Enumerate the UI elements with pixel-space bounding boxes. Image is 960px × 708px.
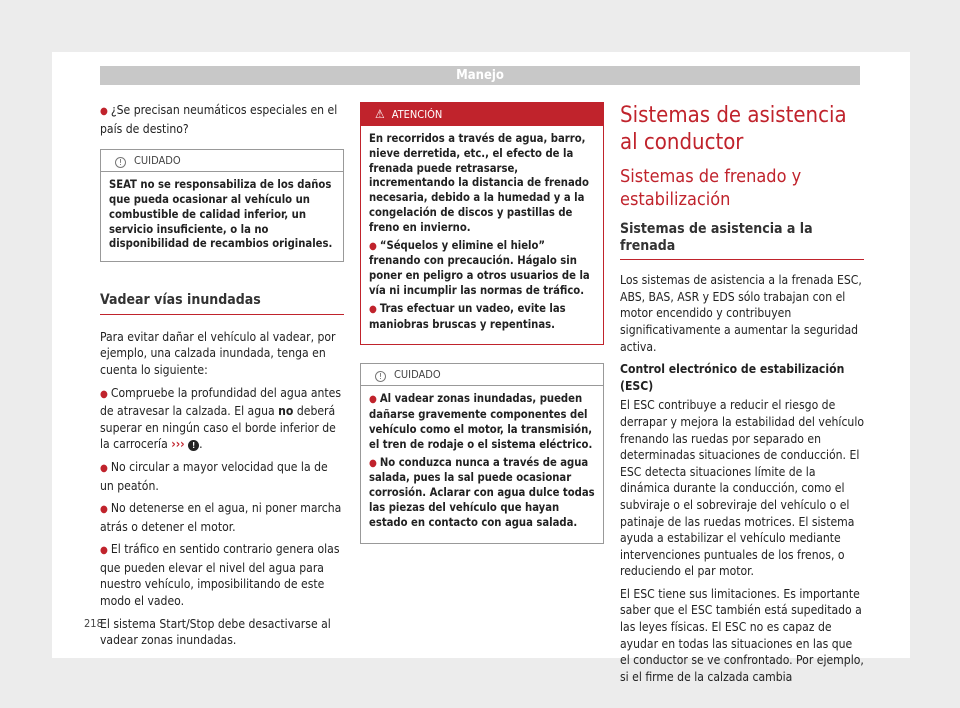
cuidado-box: [360, 363, 604, 543]
list-item: ● Tras efectuar un vadeo, evite las maniobras bruscas y repentinas.: [369, 301, 566, 331]
list-item: ● “Séquelos y elimine el hielo” frenando con precaución. Hágalo sin poner en peligro a otros usuarios de la vía ni incumplir las normas de tráfico.: [369, 238, 590, 297]
list-item: ● Al vadear zonas inundadas, pueden dañarse gravemente componentes del vehículo como el motor, la transmisión, el tren de rodaje o el sistema eléctrico.: [369, 392, 593, 451]
cuidado-box: [100, 149, 344, 262]
paragraph: Los sistemas de asistencia a la frenada ESC, ABS, BAS, ASR y EDS sólo trabajan con el motor encendido y contribuyen significativamente a aumentar la seguridad activa.: [620, 273, 862, 354]
bullet-icon: ●: [369, 457, 377, 469]
info-circle-icon: !: [375, 371, 386, 382]
list-item: ● No detenerse en el agua, ni poner marcha atrás o detener el motor.: [100, 501, 342, 534]
atencion-body: [361, 126, 603, 344]
subsection-title: Sistemas de asistencia a la frenada: [620, 221, 864, 260]
atencion-box: [360, 102, 604, 345]
atencion-header: ⚠ ATENCIÓN: [361, 103, 603, 126]
cuidado-header: ! CUIDADO: [101, 150, 343, 172]
bullet-icon: ●: [100, 545, 108, 557]
list-item: ● No circular a mayor velocidad que la de un peatón.: [100, 459, 328, 493]
paragraph: El ESC contribuye a reducir el riesgo de derrapar y mejora la estabilidad del vehículo frenando las ruedas por separado en determinadas situaciones de conducción. El ESC detecta situaciones límite de la dinámica durante la conducción, como el subviraje o el sobreviraje del vehículo o el patinaje de las ruedas motrices. El sistema ayuda a estabilizar el vehículo mediante intervenciones puntuales de los frenos, o reduciendo el par motor.: [620, 398, 865, 579]
list-item: ● Compruebe la profundidad del agua antes de atravesar la calzada. El agua no deberá superar en ningún caso el borde inferior de la carrocería ››› ! .: [100, 385, 342, 452]
atencion-paragraph: En recorridos a través de agua, barro, nieve derretida, etc., el efecto de la frenada puede retrasarse, incrementando la distancia de frenado necesaria, debido a la humedad y a la congelación de discos y pastillas de freno en invierno.: [369, 132, 589, 234]
cuidado-text: SEAT no se responsabiliza de los daños que pueda ocasionar al vehículo un combustible de calidad inferior, un servicio insuficiente, o la no disponibilidad de recambios originales.: [109, 178, 333, 251]
paragraph: El ESC tiene sus limitaciones. Es importante saber que el ESC también está supeditado a las leyes físicas. El ESC no es capaz de ayudar en todas las situaciones en las que el conductor se ve confrontado. Por ejemplo, si el firme de la calzada cambia: [620, 586, 864, 684]
list-item: ● ¿Se precisan neumáticos especiales en el país de destino?: [100, 103, 338, 136]
column-middle: [360, 102, 604, 544]
page-header: Manejo: [100, 66, 860, 85]
section-heading: Vadear vías inundadas: [100, 292, 344, 315]
manual-page: [52, 52, 910, 684]
bullet-icon: ●: [100, 388, 108, 400]
cuidado-body: [361, 386, 603, 542]
bullet-icon: ●: [100, 462, 108, 474]
bullet-icon: ●: [369, 394, 377, 406]
page-number: 218: [84, 617, 103, 630]
bullet-icon: ●: [100, 504, 108, 516]
paragraph: Para evitar dañar el vehículo al vadear, por ejemplo, una calzada inundada, tenga en cuenta lo siguiente:: [100, 329, 336, 377]
list-item: ● El tráfico en sentido contrario genera olas que pueden elevar el nivel del agua para nuestro vehículo, imposibilitando de este modo el vadeo.: [100, 542, 340, 609]
cuidado-header: ! CUIDADO: [361, 364, 603, 386]
column-right: [620, 102, 864, 691]
info-circle-icon: !: [115, 157, 126, 168]
cross-reference-link[interactable]: ›››: [171, 437, 185, 452]
column-left: [100, 102, 344, 655]
bullet-icon: ●: [100, 106, 108, 117]
bullet-icon: ●: [369, 303, 377, 315]
bullet-icon: ●: [369, 240, 377, 252]
section-title: Sistemas de frenado y estabilización: [620, 166, 802, 210]
subheading: Control electrónico de estabilización (ESC): [620, 362, 845, 393]
warning-triangle-icon: ⚠: [375, 107, 385, 121]
chapter-title: Sistemas de asistencia al conductor: [620, 103, 847, 155]
paragraph: El sistema Start/Stop debe desactivarse al vadear zonas inundadas.: [100, 616, 331, 648]
warning-circle-icon: !: [188, 440, 199, 451]
list-item: ● No conduzca nunca a través de agua salada, pues la sal puede ocasionar corrosión. Aclarar con agua dulce todas las piezas del vehículo que hayan estado en contacto con agua salada.: [369, 455, 595, 529]
